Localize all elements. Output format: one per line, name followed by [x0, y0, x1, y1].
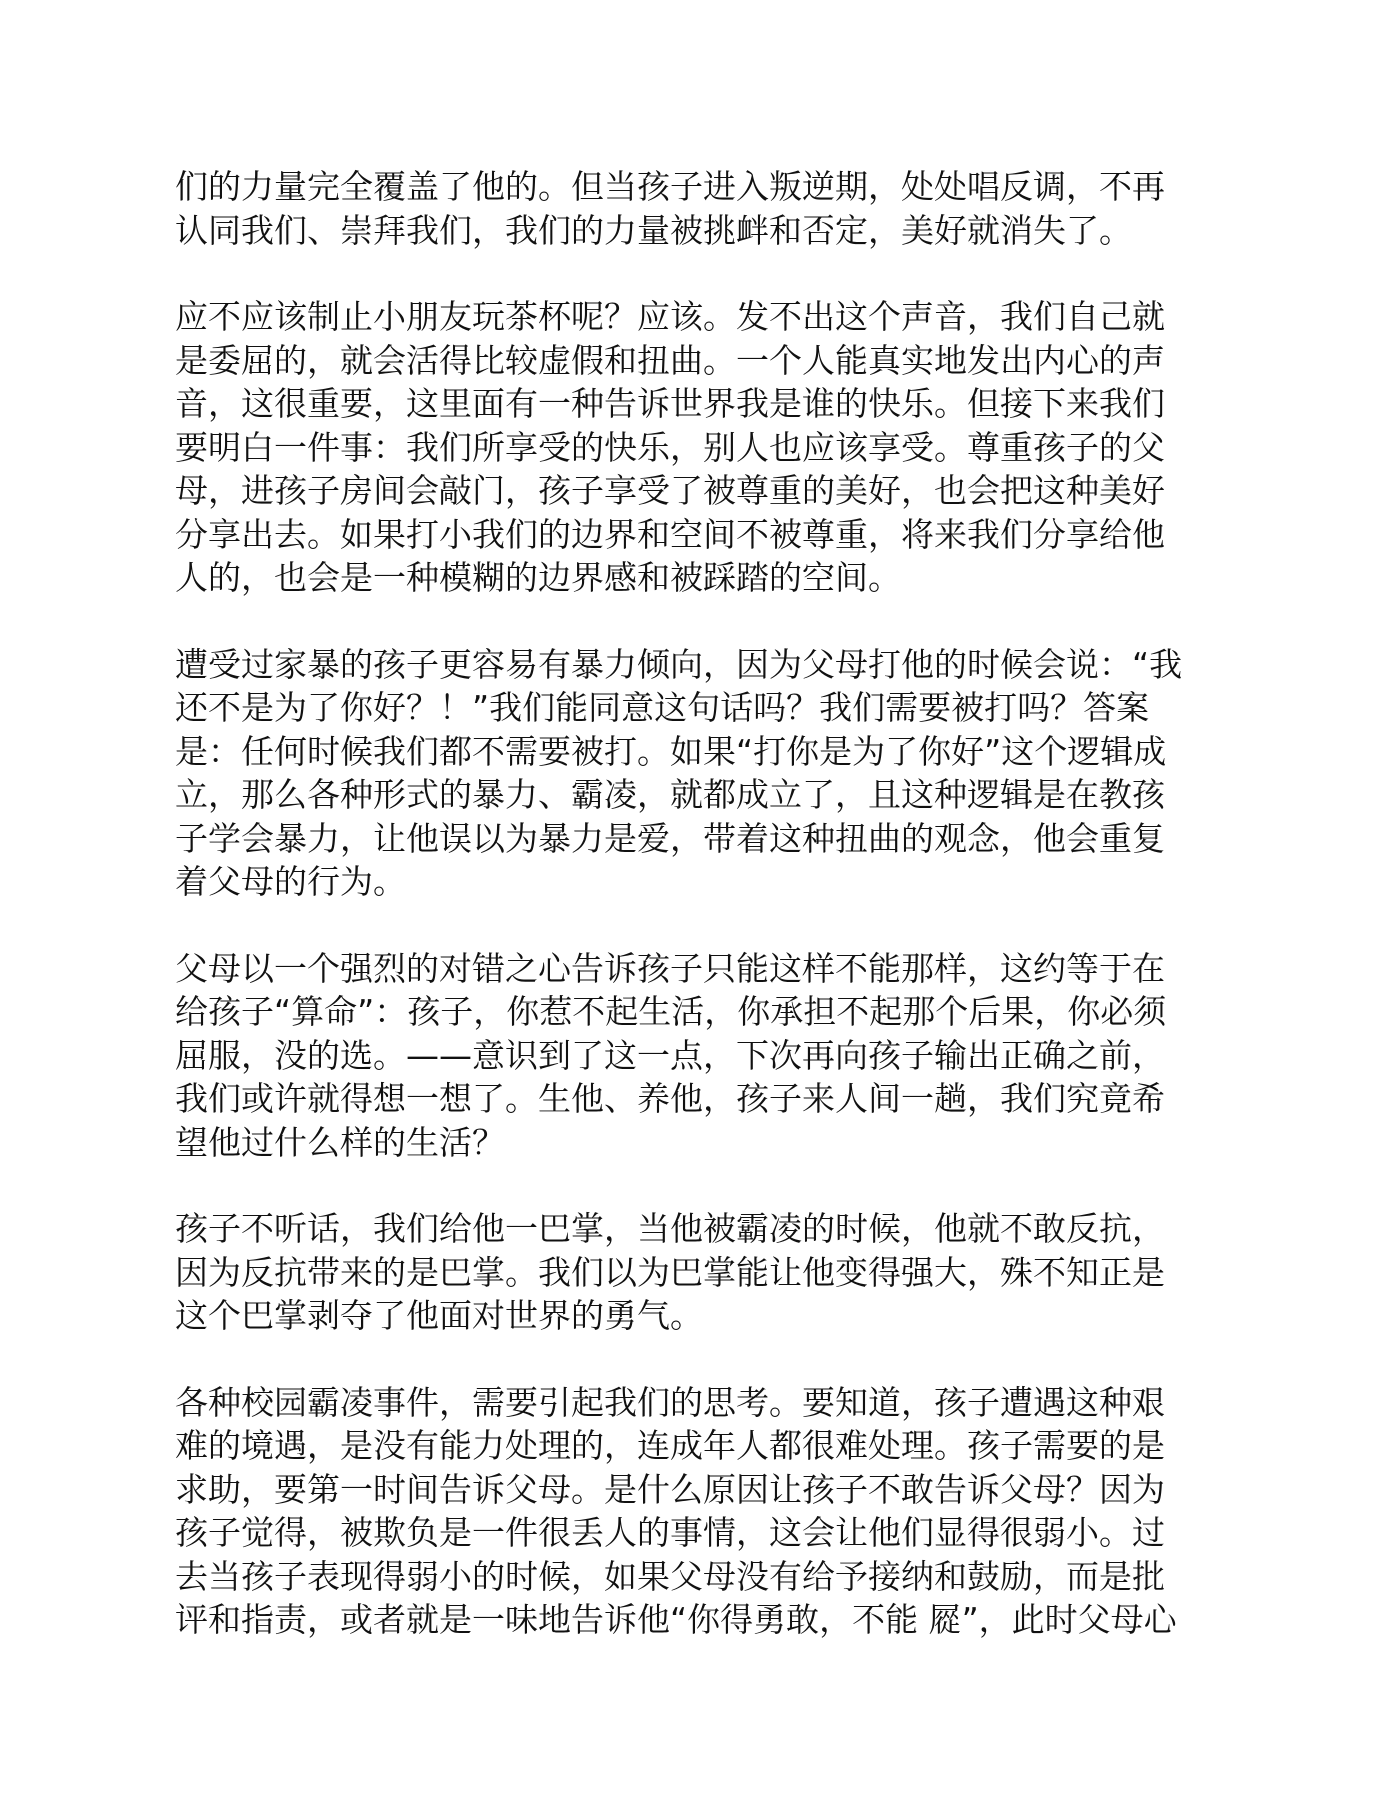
- text-line: 还不是为了你好？！”我们能同意这句话吗？我们需要被打吗？答案: [175, 688, 1150, 727]
- text-line: 遭受过家暴的孩子更容易有暴力倾向，因为父母打他的时候会说：“我: [175, 644, 1183, 684]
- text-line: 应不应该制止小朋友玩茶杯呢？应该。发不出这个声音，我们自己就: [175, 297, 1165, 336]
- text-line: 因为反抗带来的是巴掌。我们以为巴掌能让他变得强大，殊不知正是: [175, 1252, 1165, 1292]
- text-line: 望他过什么样的生活？: [175, 1122, 505, 1162]
- text-line: 孩子觉得，被欺负是一件很丢人的事情，这会让他们显得很弱小。过: [175, 1513, 1165, 1552]
- paragraph-3: [175, 643, 1215, 904]
- text-line: 人的，也会是一种模糊的边界感和被踩踏的空间。: [175, 558, 901, 597]
- text-line: 立，那么各种形式的暴力、霸凌，就都成立了，且这种逻辑是在教孩: [175, 775, 1165, 814]
- paragraph-6: [175, 1381, 1215, 1642]
- text-line: 要明白一件事：我们所享受的快乐，别人也应该享受。尊重孩子的父: [175, 427, 1165, 467]
- text-line: 子学会暴力，让他误以为暴力是爱，带着这种扭曲的观念，他会重复: [175, 818, 1165, 858]
- text-line: 评和指责，或者就是一味地告诉他“你得勇敢，不能 㞞”，此时父母心: [175, 1600, 1177, 1639]
- text-line: 是：任何时候我们都不需要被打。如果“打你是为了你好”这个逻辑成: [175, 731, 1167, 771]
- body-text: [175, 165, 1215, 1685]
- text-line: 屈服，没的选。——意识到了这一点，下次再向孩子输出正确之前，: [175, 1035, 1165, 1075]
- text-line: 我们或许就得想一想了。生他、养他，孩子来人间一趟，我们究竟希: [175, 1079, 1165, 1118]
- paragraph-5: [175, 1207, 1215, 1338]
- paragraph-2: [175, 295, 1215, 600]
- text-line: 去当孩子表现得弱小的时候，如果父母没有给予接纳和鼓励，而是批: [175, 1556, 1165, 1596]
- text-line: 难的境遇，是没有能力处理的，连成年人都很难处理。孩子需要的是: [175, 1426, 1165, 1465]
- paragraph-1: [175, 165, 1215, 252]
- text-line: 音，这很重要，这里面有一种告诉世界我是谁的快乐。但接下来我们: [175, 384, 1165, 423]
- text-line: 们的力量完全覆盖了他的。但当孩子进入叛逆期，处处唱反调，不再: [175, 167, 1165, 206]
- text-line: 认同我们、崇拜我们，我们的力量被挑衅和否定，美好就消失了。: [175, 210, 1132, 250]
- text-line: 着父母的行为。: [175, 862, 406, 901]
- text-line: 孩子不听话，我们给他一巴掌，当他被霸凌的时候，他就不敢反抗，: [175, 1209, 1165, 1248]
- text-line: 求助，要第一时间告诉父母。是什么原因让孩子不敢告诉父母？因为: [175, 1469, 1165, 1509]
- text-line: 分享出去。如果打小我们的边界和空间不被尊重，将来我们分享给他: [175, 514, 1165, 554]
- text-line: 给孩子“算命”：孩子，你惹不起生活，你承担不起那个后果，你必须: [175, 992, 1167, 1031]
- paragraph-4: [175, 947, 1215, 1165]
- text-line: 是委屈的，就会活得比较虚假和扭曲。一个人能真实地发出内心的声: [175, 340, 1165, 380]
- text-line: 母，进孩子房间会敲门，孩子享受了被尊重的美好，也会把这种美好: [175, 471, 1165, 510]
- text-line: 各种校园霸凌事件，需要引起我们的思考。要知道，孩子遭遇这种艰: [175, 1382, 1165, 1422]
- text-line: 这个巴掌剥夺了他面对世界的勇气。: [175, 1296, 703, 1335]
- text-line: 父母以一个强烈的对错之心告诉孩子只能这样不能那样，这约等于在: [175, 948, 1165, 988]
